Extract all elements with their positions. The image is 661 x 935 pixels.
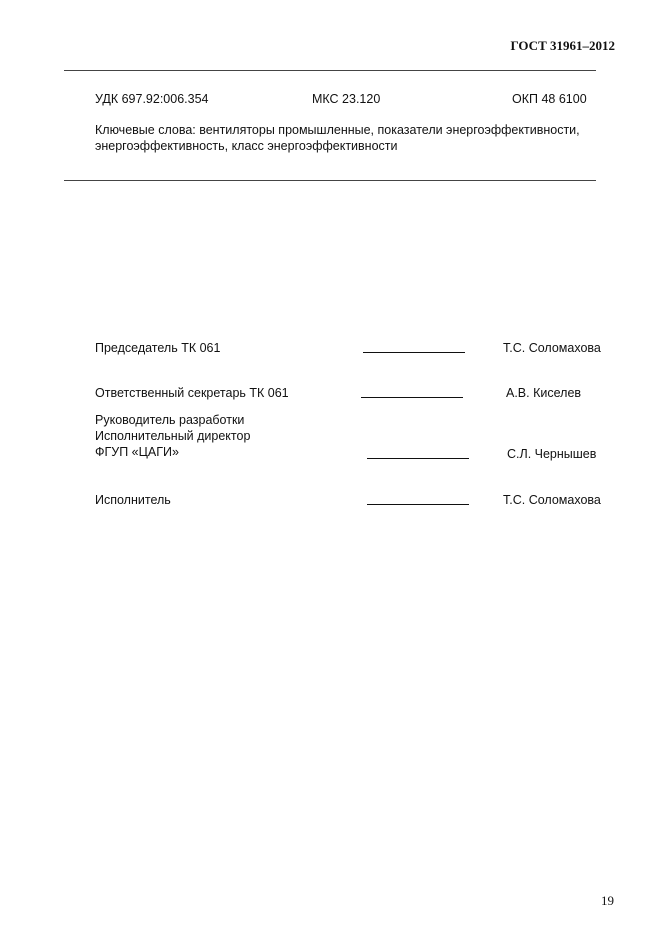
keywords-line-1: Ключевые слова: вентиляторы промышленные, показатели энергоэффективности, bbox=[95, 123, 580, 137]
signature-role: Председатель ТК 061 bbox=[95, 341, 221, 355]
signature-name: А.В. Киселев bbox=[506, 386, 582, 400]
signature-line bbox=[363, 352, 465, 353]
signature-role-line: ФГУП «ЦАГИ» bbox=[95, 445, 179, 459]
signature-row-executor bbox=[95, 490, 615, 508]
signature-row-chairman bbox=[95, 338, 615, 356]
signature-line bbox=[367, 458, 469, 459]
signature-name: С.Л. Чернышев bbox=[507, 447, 597, 461]
keywords-block bbox=[95, 122, 625, 154]
signature-line bbox=[361, 397, 463, 398]
signature-row-director bbox=[95, 444, 615, 462]
mks-code: МКС 23.120 bbox=[312, 92, 381, 106]
page-number: 19 bbox=[601, 893, 614, 908]
document-code: ГОСТ 31961–2012 bbox=[510, 38, 615, 53]
keywords-line-2: энергоэффективность, класс энергоэффективности bbox=[95, 139, 398, 153]
signature-role-line: Исполнительный директор bbox=[95, 429, 251, 443]
signature-role: Ответственный секретарь ТК 061 bbox=[95, 386, 289, 400]
udk-code: УДК 697.92:006.354 bbox=[95, 92, 209, 106]
signature-line bbox=[367, 504, 469, 505]
top-divider bbox=[64, 70, 596, 71]
signature-role-line: Руководитель разработки bbox=[95, 413, 245, 427]
signature-name: Т.С. Соломахова bbox=[503, 493, 601, 507]
bottom-divider bbox=[64, 180, 596, 181]
okp-code: ОКП 48 6100 bbox=[512, 92, 587, 106]
signature-row-secretary bbox=[95, 383, 615, 401]
signature-name: Т.С. Соломахова bbox=[503, 341, 601, 355]
signature-role: Исполнитель bbox=[95, 493, 171, 507]
